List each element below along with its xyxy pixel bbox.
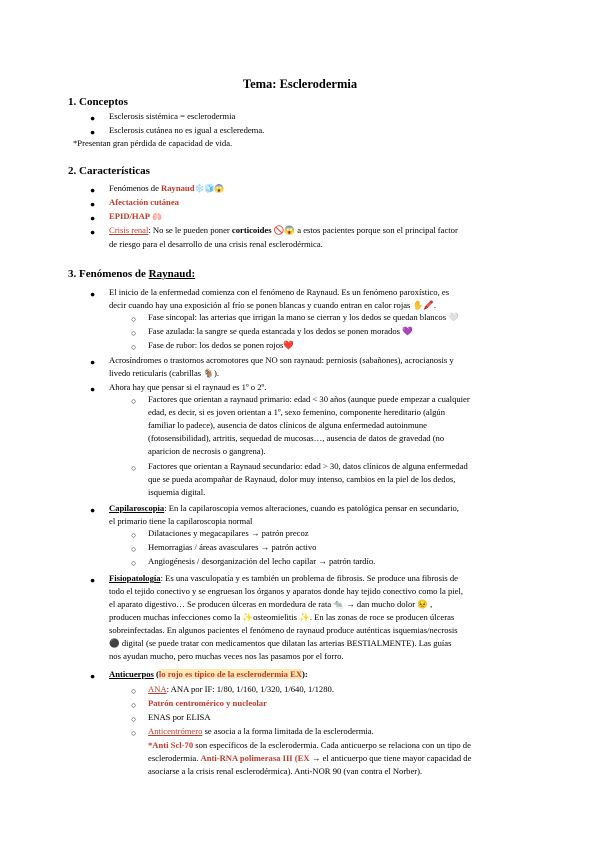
- list-item: (fotosensibilidad), artritis, sequedad de mucosas…, ausencia de datos de gravedad (no: [148, 433, 445, 443]
- list-item: familiar lo padece), ausencia de datos clínicos de alguna enfermedad autoinmune: [148, 420, 427, 430]
- bullet-circle: ○: [131, 714, 137, 724]
- bullet-dot: ●: [90, 113, 96, 123]
- section-heading-caracteristicas: 2. Características: [68, 165, 150, 177]
- paragraph: livedo reticularis (cabrillas 🐐).: [109, 368, 219, 378]
- bullet-circle: ○: [131, 728, 137, 738]
- list-item: Esclerosis cutánea no es igual a escleredema.: [109, 125, 265, 135]
- bullet-dot: ●: [90, 213, 96, 223]
- list-item: edad, es decir, si es joven orientan a 1º, sexo femenino, componente hereditario (algún: [148, 407, 446, 417]
- paragraph: sobreinfectadas. En algunos pacientes el fenómeno de raynaud produce auténticas isquemias/necrosis: [109, 625, 458, 635]
- paragraph: Capilaroscopia: En la capilaroscopia vemos alteraciones, cuando es patológica pensar en secundario,: [109, 503, 459, 513]
- bullet-circle: ○: [131, 558, 137, 568]
- list-item: isquemia digital.: [148, 487, 206, 497]
- bullet-dot: ●: [90, 199, 96, 209]
- list-item: Crisis renal: No se le pueden poner corticoides 🚫😱 a estos pacientes porque son el principal factor: [109, 225, 458, 235]
- list-item: Factores que orientan a raynaud primario: edad < 30 años (aunque puede empezar a cualquier: [148, 394, 470, 404]
- list-item-continued: asociarse a la crisis renal esclerodérmica). Anti-NOR 90 (van contra el Norber).: [148, 766, 423, 776]
- list-item: Dilataciones y megacapilares → patrón precoz: [148, 528, 309, 538]
- bullet-circle: ○: [131, 396, 137, 406]
- bullet-dot: ●: [90, 505, 96, 515]
- bullet-circle: ○: [131, 530, 137, 540]
- bullet-dot: ●: [90, 357, 96, 367]
- paragraph: Anticuerpos (lo rojo es típico de la esclerodermia EX):: [109, 669, 308, 679]
- paragraph: El inicio de la enfermedad comienza con el fenómeno de Raynaud. Es un fenómeno paroxístico, es: [109, 287, 450, 297]
- section-heading-raynaud: 3. Fenómenos de Raynaud:: [68, 268, 196, 280]
- list-item: Hemorragias / áreas avasculares → patrón activo: [148, 542, 317, 552]
- bullet-circle: ○: [131, 700, 137, 710]
- paragraph: ⚫ digital (se puede tratar con medicamentos que dilatan las arterias BESTIALMENTE). Las guías: [109, 638, 452, 648]
- paragraph: decir cuando hay una exposición al frío se ponen blancas y cuando entran en calor rojas ✋🖍️.: [109, 300, 437, 310]
- paragraph: Fisiopatología: Es una vasculopatía y es también un problema de fibrosis. Se produce una fibrosis de: [109, 573, 458, 583]
- list-item-continued: *Anti Scl-70 son específicos de la esclerodermia. Cada anticuerpo se relaciona con un tipo de: [148, 740, 471, 750]
- paragraph: el aparato digestivo… Se producen úlceras en mordedura de rata 🐀 → dan mucho dolor 😣 ,: [109, 599, 433, 609]
- paragraph: producen muchas infecciones como la ✨osteomielitis ✨. En las zonas de roce se producen úlceras: [109, 612, 455, 622]
- bullet-circle: ○: [131, 314, 137, 324]
- bullet-circle: ○: [131, 544, 137, 554]
- list-item: Factores que orientan a Raynaud secundario: edad > 30, datos clínicos de alguna enfermedad: [148, 461, 468, 471]
- paragraph: nos ayudan mucho, pero muchas veces nos las pasamos por el forro.: [109, 651, 344, 661]
- list-item: EPID/HAP 🫁: [109, 211, 163, 221]
- bullet-circle: ○: [131, 328, 137, 338]
- list-item: que se pueda acompañar de Raynaud, dolor muy intenso, cambios en la piel de los dedos,: [148, 474, 456, 484]
- list-item: Fenómenos de Raynaud❄️🧊😱: [109, 183, 225, 193]
- note: *Presentan gran pérdida de capacidad de vida.: [73, 138, 233, 148]
- list-item: Angiogénesis / desorganización del lecho capilar → patrón tardío.: [148, 556, 376, 566]
- list-item: ANA: ANA por IF: 1/80, 1/160, 1/320, 1/640, 1/1280.: [148, 684, 334, 694]
- list-item-continued: esclerodermia. Anti-RNA polimerasa III (EX → el anticuerpo que tiene mayor capacidad de: [148, 753, 472, 763]
- bullet-dot: ●: [90, 671, 96, 681]
- bullet-dot: ●: [90, 127, 96, 137]
- paragraph: el primario tiene la capilaroscopia normal: [109, 516, 253, 526]
- list-item: ENAS por ELISA: [148, 712, 211, 722]
- paragraph: todo el tejido conectivo y se engruesan los órganos y aparatos donde hay tejido conectivo como la piel,: [109, 586, 463, 596]
- bullet-dot: ●: [90, 227, 96, 237]
- list-item: Patrón centromérico y nucleolar: [148, 698, 267, 708]
- page-title: Tema: Esclerodermia: [242, 77, 358, 91]
- list-item: Fase de rubor: los dedos se ponen rojos❤️: [148, 340, 295, 350]
- list-item: Fase azulada: la sangre se queda estancada y los dedos se ponen morados 💜: [148, 326, 413, 336]
- list-item: Esclerosis sistémica = esclerodermia: [109, 111, 236, 121]
- bullet-dot: ●: [90, 185, 96, 195]
- bullet-dot: ●: [90, 289, 96, 299]
- bullet-circle: ○: [131, 686, 137, 696]
- bullet-circle: ○: [131, 463, 137, 473]
- list-item: Anticentrómero se asocia a la forma limitada de la esclerodermia.: [148, 726, 374, 736]
- list-item: aparicion de necrosis o gangrena).: [148, 446, 266, 456]
- bullet-dot: ●: [90, 384, 96, 394]
- paragraph: Ahora hay que pensar si el raynaud es 1º o 2º.: [109, 382, 267, 392]
- bullet-circle: ○: [131, 342, 137, 352]
- section-heading-conceptos: 1. Conceptos: [68, 96, 128, 108]
- bullet-dot: ●: [90, 575, 96, 585]
- list-item: Afectación cutánea: [109, 197, 179, 207]
- list-item: Fase sincopal: las arterias que irrigan la mano se cierran y los dedos se quedan blancos 🤍: [148, 312, 459, 322]
- paragraph: Acrosíndromes o trastornos acromotores que NO son raynaud: perniosis (sabañones), acrocianosis y: [109, 355, 454, 365]
- list-item-continued: de riesgo para el desarrollo de una crisis renal esclerodérmica.: [109, 239, 323, 249]
